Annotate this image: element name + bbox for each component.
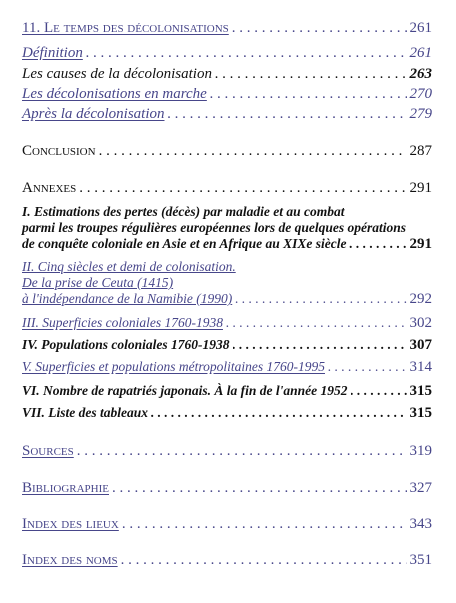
toc-link-sources[interactable]	[22, 443, 432, 460]
toc-link-bibliographie[interactable]	[22, 480, 432, 497]
toc-link-index-des-lieux[interactable]	[22, 516, 432, 533]
toc-label: Définition	[22, 45, 83, 61]
toc-label: Index des lieux	[22, 516, 119, 532]
toc-last-line	[22, 236, 432, 252]
toc-page-number: 287	[409, 143, 432, 159]
toc-entry-annexe-4	[22, 337, 432, 354]
toc-page-number: 279	[409, 106, 432, 122]
toc-page-number: 291	[409, 236, 432, 252]
toc-page-number: 319	[409, 443, 432, 459]
leader-dots	[112, 480, 407, 497]
leader-dots	[210, 86, 407, 103]
leader-dots	[122, 516, 407, 533]
leader-dots	[168, 106, 407, 123]
leader-dots	[226, 315, 407, 331]
toc-label-line: parmi les troupes régulières européennes lors de quelques opérations	[22, 220, 407, 235]
toc-page-number: 292	[409, 291, 432, 307]
leader-dots	[77, 443, 407, 460]
toc-label: III. Superficies coloniales 1760-1938	[22, 315, 223, 330]
toc-page-number: 327	[409, 480, 432, 496]
toc-label: Sources	[22, 443, 74, 459]
toc-label-line: II. Cinq siècles et demi de colonisation.	[22, 259, 236, 274]
toc-entry-annexes	[22, 180, 432, 197]
toc-page-number: 261	[409, 45, 432, 61]
leader-dots	[86, 45, 407, 62]
toc-label: Conclusion	[22, 143, 96, 159]
toc-link-definition[interactable]	[22, 45, 432, 62]
toc-entry-annexe-6	[22, 383, 432, 400]
toc-entry-conclusion	[22, 143, 432, 160]
leader-dots	[151, 405, 406, 421]
toc-link-annexe-2[interactable]	[22, 259, 432, 307]
toc-label: Après la décolonisation	[22, 106, 165, 122]
toc-page-number: 263	[409, 66, 432, 82]
leader-dots	[328, 359, 407, 375]
toc-page-number: 351	[409, 552, 432, 568]
toc-last-line	[22, 291, 432, 307]
toc-label-line: De la prise de Ceuta (1415)	[22, 275, 174, 290]
toc-page-number: 315	[409, 405, 432, 421]
leader-dots	[232, 20, 407, 37]
toc-label: V. Superficies et populations métropolitaines 1760-1995	[22, 359, 325, 374]
toc-label: Bibliographie	[22, 480, 109, 496]
toc-label: 11. Le temps des décolonisations	[22, 20, 229, 36]
toc-label: VI. Nombre de rapatriés japonais. À la fin de l'année 1952	[22, 383, 348, 398]
toc-page-number: 302	[409, 315, 432, 331]
toc-page-number: 291	[409, 180, 432, 196]
toc-label-line: I. Estimations des pertes (décès) par maladie et au combat	[22, 204, 345, 219]
leader-dots	[233, 337, 407, 353]
toc-label: IV. Populations coloniales 1760-1938	[22, 337, 230, 352]
toc-page-number: 270	[409, 86, 432, 102]
toc-link-index-des-noms[interactable]	[22, 552, 432, 569]
leader-dots	[351, 383, 407, 399]
toc-page-number: 261	[409, 20, 432, 36]
toc-entry-annexe-7	[22, 405, 432, 422]
toc-label: Index des noms	[22, 552, 118, 568]
toc-label-line: à l'indépendance de la Namibie (1990)	[22, 291, 233, 306]
leader-dots	[215, 66, 407, 83]
leader-dots	[121, 552, 407, 569]
toc-label: Les causes de la décolonisation	[22, 66, 212, 82]
toc-link-annexe-3[interactable]	[22, 315, 432, 332]
toc-page-number: 315	[409, 383, 432, 399]
leader-dots	[349, 236, 406, 252]
toc-page-number: 307	[409, 337, 432, 353]
toc-link-annexe-5[interactable]	[22, 359, 432, 376]
toc-page-number: 314	[409, 359, 432, 375]
toc-entry-causes	[22, 66, 432, 83]
toc-label: VII. Liste des tableaux	[22, 405, 149, 420]
toc-label-line: de conquête coloniale en Asie et en Afrique au XIXe siècle	[22, 236, 347, 251]
toc-link-apres-decolonisation[interactable]	[22, 106, 432, 123]
toc-link-decolonisations-en-marche[interactable]	[22, 86, 432, 103]
toc-entry-annexe-1	[22, 204, 432, 252]
toc-label: Les décolonisations en marche	[22, 86, 207, 102]
toc-link-chapter-11[interactable]	[22, 20, 432, 37]
toc-label: Annexes	[22, 180, 77, 196]
toc-page-number: 343	[409, 516, 432, 532]
leader-dots	[79, 180, 406, 197]
leader-dots	[235, 291, 406, 307]
leader-dots	[99, 143, 407, 160]
